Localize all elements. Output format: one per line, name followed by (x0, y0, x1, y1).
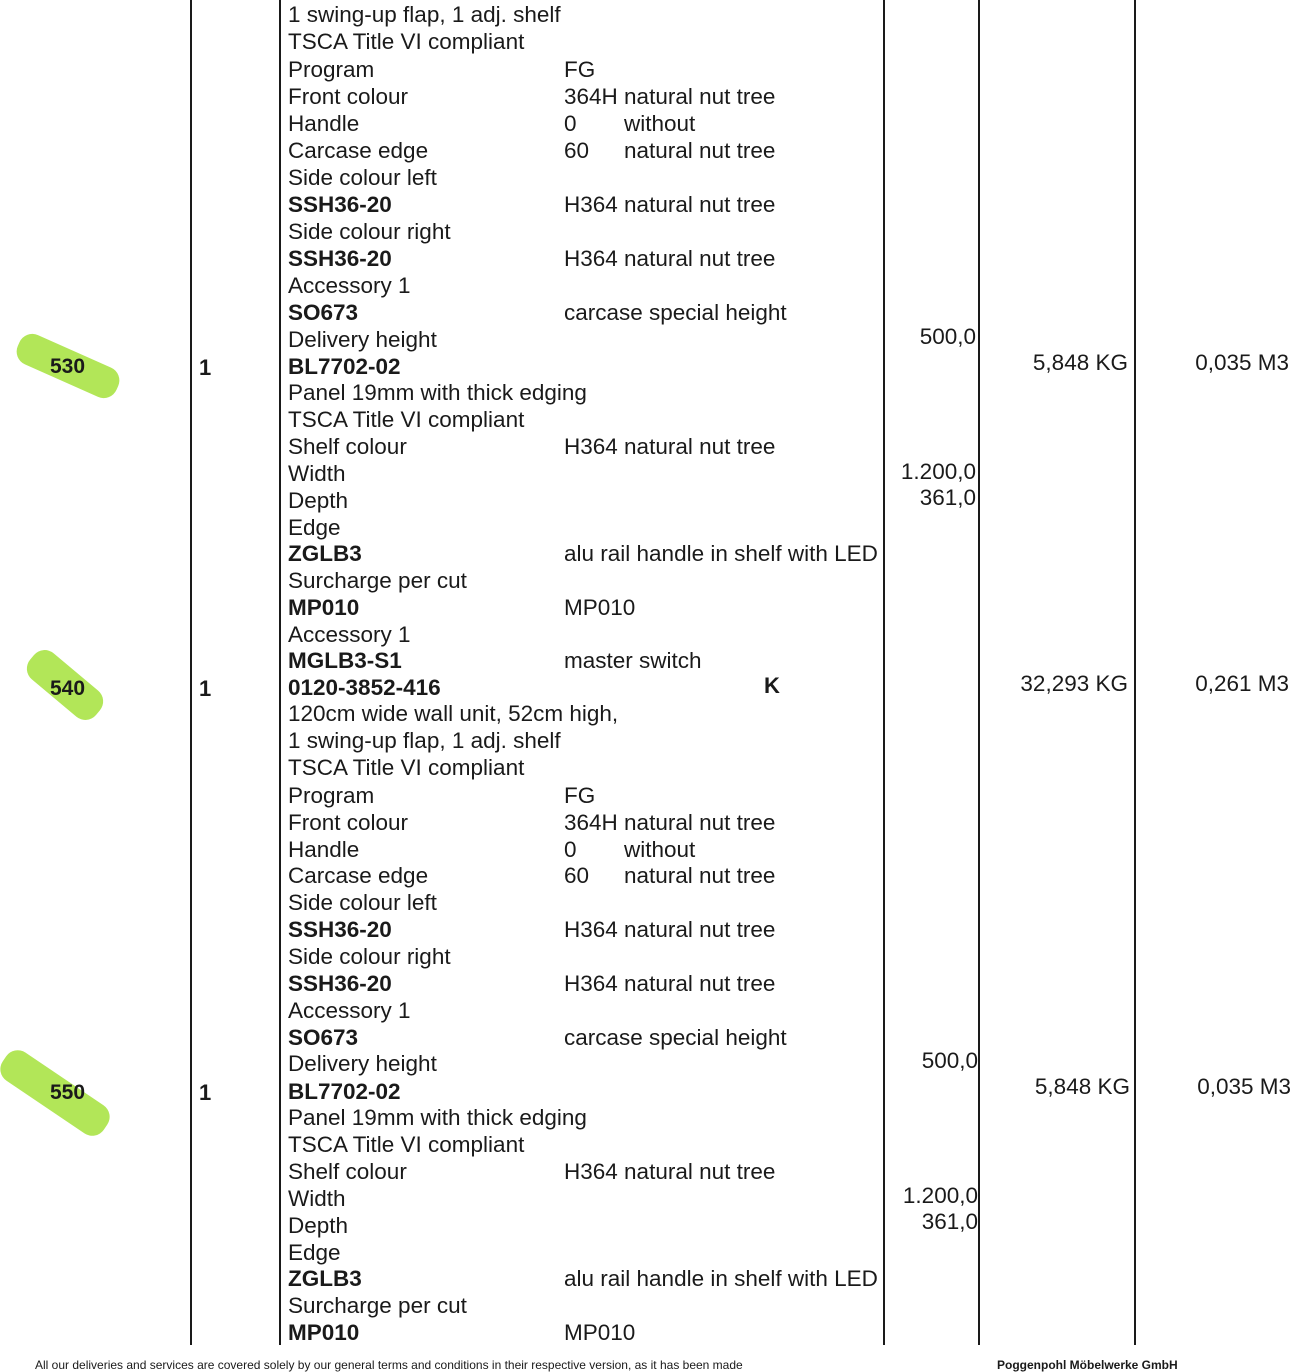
detail-line: SSH36-20 H364 natural nut tree (288, 971, 776, 996)
detail-line: Width (288, 1186, 346, 1211)
detail-line: Depth (288, 488, 349, 513)
detail-line: Surcharge per cut (288, 1293, 467, 1318)
detail-line: Surcharge per cut (288, 568, 467, 593)
delivery-height-value: 500,0 (921, 1048, 978, 1073)
column-rule-volume-left (1134, 0, 1136, 1345)
detail-line: Edge (288, 515, 341, 540)
width-value: 1.200,0 (902, 1183, 978, 1208)
detail-line: SSH36-20 H364 natural nut tree (288, 192, 776, 217)
detail-line: MP010 MP010 (288, 595, 636, 620)
depth-value: 361,0 (921, 1209, 978, 1234)
article-number: 0120-3852-416 (288, 675, 441, 700)
detail-line: Front colour 364H natural nut tree (288, 810, 776, 835)
detail-line: Panel 19mm with thick edging (288, 380, 587, 405)
volume-value: 0,035 M3 (1197, 1074, 1291, 1099)
detail-line: Side colour left (288, 890, 437, 915)
width-value: 1.200,0 (900, 459, 976, 484)
detail-line: Side colour right (288, 219, 451, 244)
column-rule-qty-left (190, 0, 192, 1345)
detail-line: Program FG (288, 783, 596, 808)
detail-line: Depth (288, 1213, 349, 1238)
depth-value: 361,0 (919, 485, 976, 510)
volume-value: 0,035 M3 (1195, 350, 1289, 375)
article-number: BL7702-02 (288, 1079, 401, 1104)
detail-line: 120cm wide wall unit, 52cm high, (288, 701, 619, 726)
delivery-height-value: 500,0 (919, 324, 976, 349)
detail-line: Panel 19mm with thick edging (288, 1105, 587, 1130)
detail-line: Delivery height (288, 327, 437, 352)
detail-line: Carcase edge 60 natural nut tree (288, 138, 776, 163)
detail-line: Edge (288, 1240, 341, 1265)
position-number: 540 (50, 677, 86, 700)
detail-line: 1 swing-up flap, 1 adj. shelf (288, 2, 561, 27)
article-flag: K (764, 673, 780, 698)
quantity: 1 (199, 355, 212, 380)
detail-line: Front colour 364H natural nut tree (288, 84, 776, 109)
volume-value: 0,261 M3 (1195, 671, 1289, 696)
detail-line: TSCA Title VI compliant (288, 755, 525, 780)
detail-line: Handle 0 without (288, 837, 696, 862)
detail-line: Width (288, 461, 346, 486)
detail-line: MP010 MP010 (288, 1320, 636, 1345)
detail-line: TSCA Title VI compliant (288, 29, 525, 54)
detail-line: SSH36-20 H364 natural nut tree (288, 917, 776, 942)
detail-line: Carcase edge 60 natural nut tree (288, 863, 776, 888)
detail-line: Side colour left (288, 165, 437, 190)
detail-line: Shelf colour H364 natural nut tree (288, 1159, 776, 1184)
detail-line: TSCA Title VI compliant (288, 407, 525, 432)
weight-value: 5,848 KG (1032, 350, 1128, 375)
terms-footnote: All our deliveries and services are covered solely by our general terms and conditions in their respective version, as it has been made (35, 1358, 743, 1372)
detail-line: Shelf colour H364 natural nut tree (288, 434, 776, 459)
detail-line: SO673 carcase special height (288, 1025, 787, 1050)
column-rule-article-left (279, 0, 281, 1345)
detail-line: Delivery height (288, 1051, 437, 1076)
detail-line: ZGLB3 alu rail handle in shelf with LED (288, 541, 878, 566)
detail-line: SO673 carcase special height (288, 300, 787, 325)
company-name: Poggenpohl Möbelwerke GmbH (997, 1358, 1178, 1372)
weight-value: 5,848 KG (1034, 1074, 1130, 1099)
detail-line: MGLB3-S1 master switch (288, 648, 702, 673)
detail-line: Handle 0 without (288, 111, 696, 136)
detail-line: Accessory 1 (288, 998, 411, 1023)
detail-line: Accessory 1 (288, 622, 411, 647)
detail-line: Side colour right (288, 944, 451, 969)
position-number: 550 (50, 1081, 86, 1104)
detail-line: 1 swing-up flap, 1 adj. shelf (288, 728, 561, 753)
detail-line: TSCA Title VI compliant (288, 1132, 525, 1157)
position-number: 530 (50, 355, 86, 378)
detail-line: ZGLB3 alu rail handle in shelf with LED (288, 1266, 878, 1291)
quantity: 1 (199, 1080, 212, 1105)
detail-line: Accessory 1 (288, 273, 411, 298)
article-number: BL7702-02 (288, 354, 401, 379)
detail-line: SSH36-20 H364 natural nut tree (288, 246, 776, 271)
detail-line: Program FG (288, 57, 596, 82)
weight-value: 32,293 KG (1020, 671, 1128, 696)
quantity: 1 (199, 676, 212, 701)
column-rule-weight-left (978, 0, 980, 1345)
